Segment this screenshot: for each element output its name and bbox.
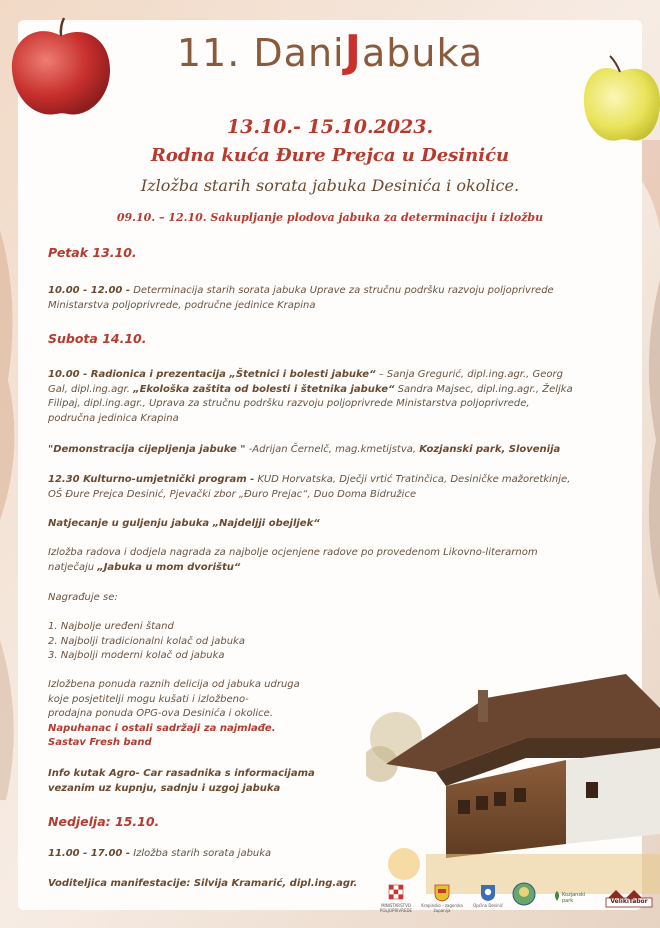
sponsor-ministry: MINISTARSTVO POLJOPRIVREDE — [379, 903, 413, 913]
municipality-shield-icon — [480, 884, 496, 902]
sunday-item: 11.00 - 17.00 - Izložba starih sorata jabuka — [48, 848, 272, 859]
event-date: 13.10.- 15.10.2023. — [226, 116, 434, 138]
logo-j: J — [344, 26, 362, 77]
friday-title: Petak 13.10. — [48, 245, 137, 260]
info-line-1: Info kutak Agro- Car rasadnika s informacijama — [48, 768, 315, 779]
sponsor-county: Krapinsko - zagorska županija — [421, 903, 463, 913]
contest-item: Natjecanje u guljenju jabuka „Najdeljji obejljek“ — [48, 518, 320, 529]
county-shield-icon — [434, 884, 450, 902]
round-badge-icon — [512, 882, 536, 906]
logo-number: 11. — [176, 31, 241, 75]
info-line-2: vezanim uz kupnju, sadnju i uzgoj jabuka — [48, 782, 281, 794]
event-subtitle: Izložba starih sorata jabuka Desinića i okolice. — [140, 176, 520, 195]
saturday-title: Subota 14.10. — [48, 331, 147, 346]
sponsor-kozjanski: Kozjanski park — [562, 892, 586, 904]
logo-word2: abuka — [361, 31, 484, 75]
croatia-coat-of-arms-icon — [388, 884, 404, 900]
logo-word1: Dani — [253, 31, 345, 75]
collection-note: 09.10. – 12.10. Sakupljanje plodova jabuka za determinaciju i izložbu — [116, 211, 544, 224]
offer-line-1: Izložbena ponuda raznih delicija od jabuka udruga — [48, 679, 300, 690]
logo — [0, 26, 660, 77]
sponsor-logos — [376, 882, 656, 922]
offer-line-3: prodajna ponuda OPG-ova Desinića i okolice. — [48, 708, 274, 719]
sunday-title: Nedjelja: 15.10. — [48, 814, 160, 829]
program-item: 12.30 Kulturno-umjetnički program - KUD Horvatska, Dječji vrtić Tratinčica, Desiničke mažoretkinje, OŠ Đure Prejca Desinić, Pjevački zbor „Đuro Prejac“, Duo Doma Bidružice — [48, 474, 571, 500]
sponsor-municipality: Općina Desinić — [473, 903, 503, 908]
kids-line-2: Sastav Fresh band — [48, 737, 152, 748]
kids-line-1: Napuhanac i ostali sadržaji za najmlađe. — [48, 722, 276, 734]
workshop-item: 10.00 - Radionica i prezentacija „Štetnici i bolesti jabuke“ – Sanja Gregurić, dipl.ing.agr., Georg Gal, dipl.ing.agr. „Ekološka zaštita od bolesti i štetnika jabuke“ Sandra Majsec, dipl.ing.agr., Željka Filipaj, dipl.ing.agr., Uprava za stručnu podršku razvoju poljoprivrede Ministarstva poljoprivrede, područna jedinica Krapina — [48, 369, 573, 424]
demo-item: "Demonstracija cijepljenja jabuke " -Adrijan Černelč, mag.kmetijstva, Kozjanski park, Slovenija — [48, 444, 561, 455]
award-2: 2. Najbolji tradicionalni kolač od jabuka — [48, 635, 245, 647]
host-line: Voditeljica manifestacije: Silvija Kramarić, dipl.ing.agr. — [48, 878, 358, 889]
exhibition-item: Izložba radova i dodjela nagrada za najbolje ocjenjene radove po provedenom Likovno-literarnom natječaju „Jabuka u mom dvorištu“ — [48, 547, 538, 573]
event-venue: Rodna kuća Đure Prejca u Desiniću — [150, 145, 510, 166]
award-1: 1. Najbolje uređeni štand — [48, 621, 174, 632]
friday-item: 10.00 - 12.00 - Determinacija starih sorata jabuka Uprave za stručnu podršku razvoju poljoprivrede Ministarstva poljoprivrede, područne jedinice Krapina — [48, 285, 554, 311]
offer-line-2: koje posjetitelji mogu kušati i izložbeno- — [48, 693, 249, 705]
award-3: 3. Najbolji moderni kolač od jabuka — [48, 650, 225, 661]
awards-title: Nagrađuje se: — [48, 592, 118, 603]
kozjanski-park-leaf-icon — [552, 890, 562, 902]
sponsor-veliki-tabor: VelikiTabor — [610, 898, 648, 905]
wooden-house-icon — [366, 668, 660, 900]
